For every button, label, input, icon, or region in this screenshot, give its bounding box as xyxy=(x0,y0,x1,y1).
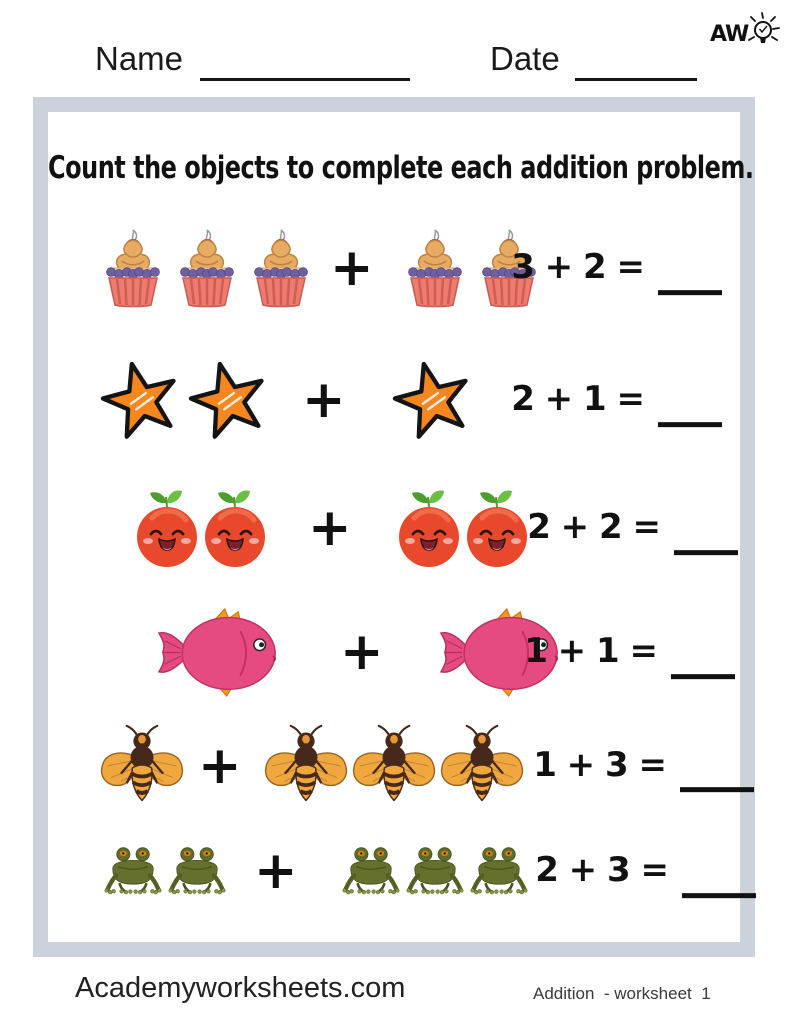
plus-sign: + xyxy=(198,735,242,796)
equation-text: 2 + 2 = xyxy=(527,507,660,548)
left-object-group xyxy=(98,722,186,810)
frog-icon xyxy=(168,844,226,898)
name-blank-line[interactable] xyxy=(200,40,410,81)
worksheet-title: Count the objects to complete each addition problem. xyxy=(48,150,754,186)
orange-icon xyxy=(464,486,530,570)
answer-blank[interactable] xyxy=(682,857,756,898)
equation xyxy=(535,850,756,891)
star-icon xyxy=(186,356,274,444)
equation-text: 2 + 1 = xyxy=(511,379,644,420)
frog-icon xyxy=(406,844,464,898)
date-label: Date xyxy=(490,40,560,77)
cupcake-icon xyxy=(174,228,240,308)
cupcake-icon xyxy=(402,228,468,308)
plus-sign: + xyxy=(254,841,298,901)
answer-blank[interactable] xyxy=(671,638,735,679)
bee-icon xyxy=(98,722,186,810)
name-label: Name xyxy=(95,40,184,77)
plus-sign: + xyxy=(302,370,346,430)
right-object-group xyxy=(342,844,528,898)
equation-text: 1 + 3 = xyxy=(533,744,666,785)
equation-text: 3 + 2 = xyxy=(511,247,644,288)
orange-icon xyxy=(134,486,200,570)
answer-blank[interactable] xyxy=(658,386,722,427)
orange-icon xyxy=(396,486,462,570)
left-object-group xyxy=(104,844,226,898)
logo-text: AW xyxy=(710,22,749,47)
addition-problem-row xyxy=(48,836,740,906)
frog-icon xyxy=(104,844,162,898)
name-date-row xyxy=(0,40,791,90)
frog-icon xyxy=(342,844,400,898)
equation xyxy=(511,247,722,288)
addition-problem-row xyxy=(48,352,740,448)
cupcake-icon xyxy=(248,228,314,308)
right-object-group xyxy=(262,722,526,810)
addition-problem-row xyxy=(48,483,740,573)
addition-problem-row xyxy=(48,225,740,311)
bee-icon xyxy=(262,722,350,810)
right-object-group xyxy=(390,356,478,444)
date-blank-line[interactable] xyxy=(575,40,697,81)
plus-sign: + xyxy=(308,498,352,558)
bee-icon xyxy=(438,722,526,810)
star-icon xyxy=(98,356,186,444)
left-object-group xyxy=(134,486,268,570)
plus-sign: + xyxy=(330,238,374,298)
frog-icon xyxy=(470,844,528,898)
addition-problem-row xyxy=(48,602,740,702)
bee-icon xyxy=(350,722,438,810)
fish-icon xyxy=(154,606,282,698)
answer-blank[interactable] xyxy=(680,751,754,792)
site-name: Academyworksheets.com xyxy=(75,972,406,1004)
equation xyxy=(511,379,722,420)
answer-blank[interactable] xyxy=(658,254,722,295)
cupcake-icon xyxy=(100,228,166,308)
addition-problem-row xyxy=(48,718,740,813)
equation-text: 1 + 1 = xyxy=(524,631,657,672)
equation xyxy=(527,507,738,548)
worksheet-label: Addition - worksheet 1 xyxy=(533,984,711,1003)
answer-blank[interactable] xyxy=(674,514,738,555)
orange-icon xyxy=(202,486,268,570)
left-object-group xyxy=(100,228,314,308)
left-object-group xyxy=(154,606,282,698)
left-object-group xyxy=(98,356,274,444)
right-object-group xyxy=(396,486,530,570)
equation xyxy=(533,744,754,785)
worksheet-frame xyxy=(33,97,755,957)
plus-sign: + xyxy=(340,622,384,682)
equation xyxy=(524,631,735,672)
equation-text: 2 + 3 = xyxy=(535,850,668,891)
star-icon xyxy=(390,356,478,444)
